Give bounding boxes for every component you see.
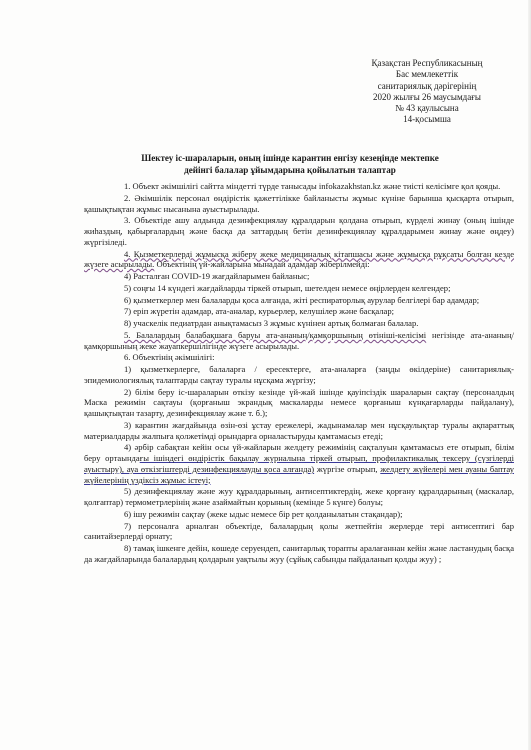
highlighted-text: 4. Қызметкерлерді жұмысқа жіберу жеке медициналық кітапшасы және жұмысқа рұқсаты болған кезде жүзеге асырылады.	[84, 248, 514, 270]
paragraph-text: Объектінің үй-жайларына мынадай адамдар жіберілмейді:	[154, 259, 370, 270]
paragraph	[84, 442, 514, 485]
paragraph: 2) білім беру іс-шараларын өткізу кезінде үй-жай ішінде қауіпсіздік шараларын сақтау (персоналдың Маска режимін сақтауы (қорғаныш экрандық маскаларды немесе қорғаныш күнқағарларды пайдалану), қашықтықтан тазарту, дезинфекциялау және т. б.);	[84, 386, 514, 419]
header-line: 14-қосымша	[403, 114, 451, 125]
header-line: санитариялық дәрігерінің	[377, 80, 477, 91]
header-line: № 43 қаулысына	[395, 103, 459, 114]
paragraph: 8) тамақ ішкенге дейін, көшеде серуендеп, санитарлық торапты аралағаннан кейін және ластанудың басқа да жағдайларында балалардың қолдарын уақтылы жуу (сұйық сабынды пайдаланып қолды жуу) ;	[84, 543, 514, 564]
paragraph: 2. Әкімшілік персонал өндірістік қажеттілікке байланысты жұмыс күніне барынша қысқарта отырып, қашықтықтан жұмыс нысанына ауыстырылады.	[84, 192, 514, 214]
paragraph: 7) персоналға арналған объектіде, балалардың қолы жетпейтін жерлерде тері антисептигі бар санитайзерлерді орнату;	[84, 520, 514, 542]
title-line: Шектеу іс-шараларын, оның ішінде карантин енгізу кезеңінде мектепке	[141, 153, 439, 163]
paragraph: 3. Объектіде ашу алдында дезинфекциялау құралдарын қолдана отырып, күрделі жинау (оның ішінде жиһаздың, қабырғалардың және басқа да заттардың бетін дезинфекциялау құралдарымен жинау және өңдеу) жүргізіледі.	[84, 215, 514, 247]
paragraph	[84, 249, 514, 270]
paragraph: 1) қызметкерлерге, балаларға / ересектерге, ата-аналарға (заңды өкілдеріне) санитариялық-эпидемиологиялық талаптарды сақтау туралы нұсқама жүргізу;	[84, 364, 514, 385]
paragraph: 8) учаскелік педиатрдан анықтамасыз 3 жұмыс күнінен артық болмаған балалар.	[124, 318, 419, 329]
highlighted-text: 5. Балалардың балабақшаға баруы ата-ананың/қамқоршының өтініші-келісімі	[124, 329, 427, 340]
highlighted-text: желдету жүйелері мен ауаны баптау жүйелерінің үздіксіз жұмыс істеуі;	[84, 463, 514, 485]
paragraph: 3) карантин жағдайында өзін-өзі ұстау ережелері, жадынамалар мен нұсқаулықтар туралы ақпараттық материалдарды жалпыға қолжетімді орындарға орналастыруды қамтамасыз етеді;	[84, 419, 514, 441]
approval-header	[352, 58, 502, 126]
title-line: дейінгі балалар ұйымдарына қойылатын талаптар	[184, 165, 396, 175]
paragraph: 6) қызметкерлер мен балаларды қоса алғанда, жіті респираторлық аурулар белгілері бар адамдар;	[124, 294, 480, 305]
paragraph: 5) дезинфекциялау және жуу құралдарының, антисептиктердің, жеке қорғану құралдарының (маскалар, қолғаптар) термометрлерінің және азаймайтын қорының (кемінде 5 күнге) болуы;	[84, 486, 514, 508]
paragraph: 5) соңғы 14 күндегі жағдайларды тіркей отырып, шетелден немесе өңірлерден келгендер;	[124, 282, 451, 293]
paragraph: 1. Объект әкімшілігі сайтта міндетті түрде танысады infokazakhstan.kz және тиісті келісімге қол қояды.	[124, 181, 501, 191]
paragraph: 6. Объектінің әкімшілігі:	[124, 352, 215, 363]
document-body	[84, 181, 514, 566]
paragraph: 7) еріп жүретін адамдар, ата-аналар, курьерлер, келушілер және басқалар;	[124, 306, 394, 317]
paragraph-text: 4) әрбір сабақтан кейін осы үй-жайларын желдету режимінің сақталуын қамтамасыз ете отырып, білім беру ортаында	[84, 442, 514, 464]
document-title	[70, 152, 510, 176]
paragraph-text: жүргізе отырып,	[314, 463, 381, 474]
header-line: Қазақстан Республикасының	[371, 58, 483, 68]
paragraph: 6) ішу режимін сақтау (жеке ыдыс немесе бір рет қолданылатын стақандар);	[124, 508, 403, 519]
paragraph: 4) Расталған COVID-19 жағдайларымен байланыс;	[124, 271, 310, 281]
paragraph-text: негізінде ата-ананың/қамқоршының жеке жауапкершілігінде жүзеге асырылады.	[84, 329, 514, 351]
highlighted-text: ғы ішіндегі өндірістік бақылау журналына тіркей отырып, профилактикалық тексеру (сүзгілерді ауыстыру), ауа өткізгіштерді дезинфекциялауды қоса алғанда)	[84, 453, 514, 474]
header-line: Бас мемлекеттік	[395, 69, 459, 80]
header-line: 2020 жылғы 26 маусымдағы	[373, 91, 481, 102]
paragraph	[84, 330, 514, 351]
